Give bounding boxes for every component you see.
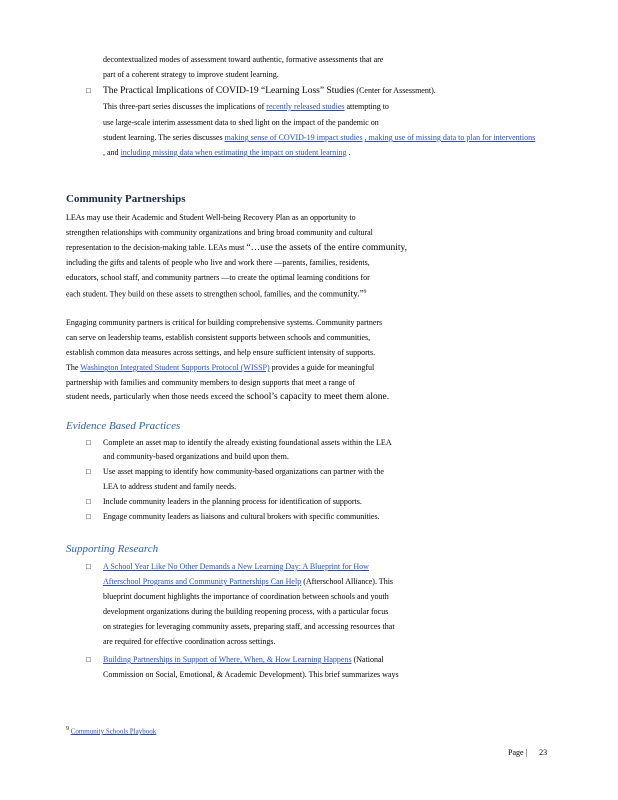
link-including-missing-data[interactable]: including missing data when estimating the impact on student learning (120, 148, 347, 157)
text-line (66, 318, 518, 328)
paragraph-text: strengthen relationships with community organizations and bring broad community and cultural (66, 228, 373, 237)
link-making-sense[interactable]: making sense of COVID-19 impact studies (224, 133, 363, 142)
text-line (103, 438, 538, 448)
bullet-icon: □ (86, 655, 91, 664)
paragraph-text: attempting to (346, 102, 389, 111)
page-label: Page | (508, 748, 528, 757)
text-line (66, 363, 374, 373)
text-line (66, 228, 518, 238)
text-line (66, 258, 518, 268)
paragraph-text: development organizations during the building reopening process, with a particular focus (103, 607, 389, 616)
paragraph-text: part of a coherent strategy to improve student learning. (103, 70, 279, 79)
link-recent-studies[interactable]: recently released studies (266, 102, 345, 111)
text-line (66, 243, 407, 253)
text-line (103, 70, 363, 80)
paragraph-text: The (66, 363, 79, 372)
paragraph-text: can serve on leadership teams, establish consistent supports between schools and communities, (66, 333, 371, 342)
link-school-year-blueprint[interactable]: Afterschool Programs and Community Partnerships Can Help (103, 577, 302, 586)
text-line (103, 655, 384, 665)
text-line (66, 213, 494, 223)
list-item: Engage community leaders as liaisons and cultural brokers with specific communities. (103, 512, 380, 521)
paragraph-text: use large-scale interim assessment data to shed light on the impact of the pandemic on (103, 118, 379, 127)
paragraph-text: establish common data measures across settings, and help ensure sufficient intensity of supports. (66, 348, 376, 357)
text-line (103, 607, 388, 617)
paragraph-text: , and (103, 148, 119, 157)
text-line (103, 133, 535, 143)
text-line (66, 392, 389, 402)
paragraph-text: Commission on Social, Emotional, & Academic Development). This brief summarizes ways (103, 670, 399, 679)
text-line (66, 288, 366, 300)
paragraph-text: student learning. The series discusses (103, 133, 223, 142)
paragraph-text: provides a guide for meaningful (271, 363, 375, 372)
paragraph-text: representation to the decision-making table. LEAs must (66, 243, 245, 252)
paragraph-text: each student. They build on these assets to strengthen school, families, and the commu (66, 289, 344, 299)
text-line (103, 86, 436, 96)
list-item: Include community leaders in the planning process for identification of supports. (103, 497, 362, 506)
paragraph-text: LEAs may use their Academic and Student Well-being Recovery Plan as an opportunity to (66, 213, 356, 222)
text-line (103, 577, 393, 587)
text-line (103, 637, 356, 647)
list-item: LEA to address student and family needs. (103, 482, 237, 491)
link-wissp[interactable]: Washington Integrated Student Supports Protocol (WISSP) (80, 363, 270, 372)
footnote-marker[interactable]: 9 (363, 290, 367, 295)
text-line (103, 670, 513, 680)
text-line (103, 55, 518, 65)
text-line (103, 118, 518, 128)
paragraph-text: on strategies for leveraging community assets, preparing staff, and accessing resources that (103, 622, 395, 631)
paragraph-text: partnership with families and community members to design supports that meet a range of (66, 378, 356, 387)
bullet-icon: □ (86, 562, 91, 571)
section-heading: Community Partnerships (66, 193, 186, 205)
paragraph-text: blueprint document highlights the importance of coordination between schools and youth (103, 592, 389, 601)
paragraph-text: educators, school staff, and community partners —to create the optimal learning conditions for (66, 273, 370, 282)
text-line (66, 273, 518, 283)
section-heading: Supporting Research (66, 543, 159, 555)
link-making-use[interactable]: , making use of missing data to plan for interventions (364, 133, 536, 142)
section-heading: Evidence Based Practices (66, 420, 181, 432)
text-line (66, 378, 498, 388)
link-building-partnerships[interactable]: Building Partnerships in Support of Where, When, & How Learning Happens (103, 655, 352, 664)
bullet-icon: □ (86, 467, 91, 476)
text-line (66, 348, 518, 358)
text-line (103, 512, 488, 522)
paragraph-text: are required for effective coordination across settings. (103, 637, 276, 646)
paragraph-text: student needs, particularly when those needs exceed the (66, 392, 245, 401)
text-line (103, 592, 538, 602)
source-text: (National (353, 655, 384, 664)
paragraph-text: This three-part series discusses the implications of (103, 102, 265, 111)
page-number-value: 23 (539, 748, 548, 757)
paragraph-text: Engaging community partners is critical for building comprehensive systems. Community partners (66, 318, 383, 327)
bullet-icon: □ (86, 438, 91, 447)
footnote-number: 9 (66, 726, 69, 732)
quote-text: “…use the assets of the entire community, (246, 243, 407, 253)
article-title: The Practical Implications of COVID-19 “Learning Loss” Studies (103, 86, 355, 96)
text-line (103, 102, 389, 112)
bullet-icon: □ (86, 86, 91, 95)
source-text: (Center for Assessment). (356, 86, 436, 95)
bullet-icon: □ (86, 497, 91, 506)
text-line (103, 622, 506, 632)
paragraph-text: decontextualized modes of assessment toward authentic, formative assessments that are (103, 55, 384, 64)
text-line (103, 562, 486, 572)
text-line (66, 333, 518, 343)
paragraph-text: . (348, 148, 351, 157)
bullet-icon: □ (86, 512, 91, 521)
source-text: (Afterschool Alliance). This (303, 577, 394, 586)
text-line (103, 482, 236, 492)
list-item: and community-based organizations and build upon them. (103, 452, 289, 461)
paragraph-text: school’s capacity to meet them alone. (246, 392, 390, 402)
link-school-year-blueprint[interactable]: A School Year Like No Other Demands a New Learning Day: A Blueprint for How (103, 562, 369, 571)
list-item: Complete an asset map to identify the already existing foundational assets within the LEA (103, 438, 392, 447)
text-line (103, 497, 473, 507)
paragraph-text: including the gifts and talents of people who live and work there —parents, families, residents, (66, 258, 370, 267)
quote-text: nity.” (343, 289, 364, 300)
page-number (508, 748, 547, 757)
footnote (66, 726, 156, 735)
text-line (103, 452, 289, 462)
text-line (103, 467, 498, 477)
text-line (103, 148, 351, 158)
link-community-schools-playbook[interactable]: Community Schools Playbook (70, 727, 157, 736)
list-item: Use asset mapping to identify how community-based organizations can partner with the (103, 467, 384, 476)
